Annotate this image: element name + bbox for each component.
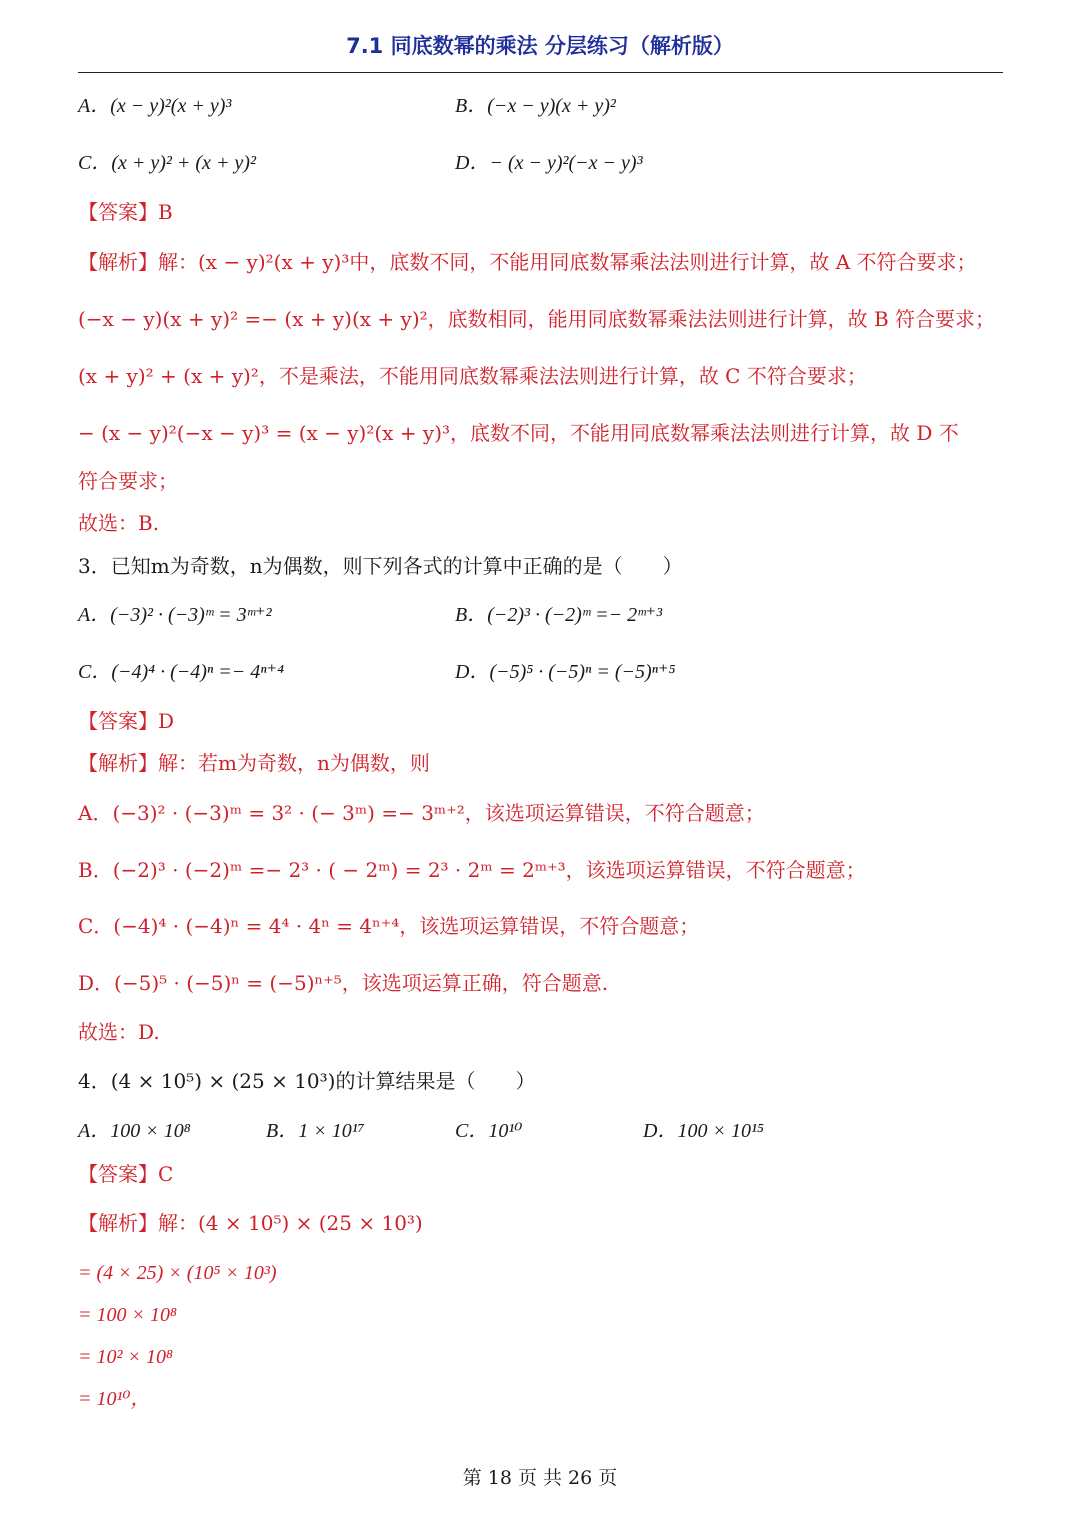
q3-conclusion: 故选：D. xyxy=(78,1020,160,1044)
q4-option-a: A．100 × 10⁸ xyxy=(78,1120,191,1142)
header-rule xyxy=(78,72,1003,73)
q4-analysis-line-3: = 100 × 10⁸ xyxy=(78,1304,177,1326)
q2-option-a: A．(x − y)²(x + y)³ xyxy=(78,95,232,117)
q3-analysis-line-4: D．(−5)⁵ · (−5)ⁿ = (−5)ⁿ⁺⁵，该选项运算正确，符合题意. xyxy=(78,971,609,995)
q2-analysis-line-2: (−x − y)(x + y)² =− (x + y)(x + y)²，底数相同，能用同底数幂乘法法则进行计算，故 B 符合要求； xyxy=(78,307,996,331)
q4-analysis-line-5: = 10¹⁰， xyxy=(78,1388,151,1410)
q3-analysis-line-3: C．(−4)⁴ · (−4)ⁿ = 4⁴ · 4ⁿ = 4ⁿ⁺⁴，该选项运算错误，不符合题意； xyxy=(78,914,700,938)
q3-option-c: C．(−4)⁴ · (−4)ⁿ =− 4ⁿ⁺⁴ xyxy=(78,661,285,683)
q2-analysis-line-5: 符合要求； xyxy=(78,469,178,493)
q2-analysis-line-1: 【解析】解：(x − y)²(x + y)³中，底数不同，不能用同底数幂乘法法则进行计算，故 A 不符合要求； xyxy=(78,250,977,274)
q4-answer: 【答案】C xyxy=(78,1162,174,1186)
q2-option-b: B．(−x − y)(x + y)² xyxy=(455,95,616,117)
q3-option-b: B．(−2)³ · (−2)ᵐ =− 2ᵐ⁺³ xyxy=(455,604,663,626)
page-header-title: 7.1 同底数幂的乘法 分层练习（解析版） xyxy=(346,34,734,58)
q3-answer: 【答案】D xyxy=(78,709,175,733)
q2-option-c: C．(x + y)² + (x + y)² xyxy=(78,152,256,174)
q4-analysis-line-1: 【解析】解：(4 × 10⁵) × (25 × 10³) xyxy=(78,1211,423,1235)
q4-analysis-line-4: = 10² × 10⁸ xyxy=(78,1346,173,1368)
q2-option-d: D．− (x − y)²(−x − y)³ xyxy=(455,152,643,174)
q3-analysis-line-2: B．(−2)³ · (−2)ᵐ =− 2³ · ( − 2ᵐ) = 2³ · 2ᵐ = 2ᵐ⁺³，该选项运算错误，不符合题意； xyxy=(78,858,866,882)
q3-analysis-line-1: A．(−3)² · (−3)ᵐ = 3² · (− 3ᵐ) =− 3ᵐ⁺²，该选项运算错误，不符合题意； xyxy=(78,801,765,825)
q3-option-d: D．(−5)⁵ · (−5)ⁿ = (−5)ⁿ⁺⁵ xyxy=(455,661,676,683)
q4-option-d: D．100 × 10¹⁵ xyxy=(643,1120,764,1142)
q2-analysis-line-4: − (x − y)²(−x − y)³ = (x − y)²(x + y)³，底数不同，不能用同底数幂乘法法则进行计算，故 D 不 xyxy=(78,421,959,445)
q4-stem: 4．(4 × 10⁵) × (25 × 10³)的计算结果是（ ） xyxy=(78,1069,536,1093)
q4-option-b: B．1 × 10¹⁷ xyxy=(266,1120,365,1142)
q4-option-c: C．10¹⁰ xyxy=(455,1120,523,1142)
q3-stem: 3．已知m为奇数，n为偶数，则下列各式的计算中正确的是（ ） xyxy=(78,554,683,578)
q2-analysis-line-3: (x + y)² + (x + y)²，不是乘法，不能用同底数幂乘法法则进行计算，故 C 不符合要求； xyxy=(78,364,867,388)
q2-answer: 【答案】B xyxy=(78,200,173,224)
q4-analysis-line-2: = (4 × 25) × (10⁵ × 10³) xyxy=(78,1262,277,1284)
page-footer: 第 18 页 共 26 页 xyxy=(462,1467,618,1489)
q2-conclusion: 故选：B. xyxy=(78,511,160,535)
q3-analysis-intro: 【解析】解：若m为奇数，n为偶数，则 xyxy=(78,751,430,775)
q3-option-a: A．(−3)² · (−3)ᵐ = 3ᵐ⁺² xyxy=(78,604,272,626)
